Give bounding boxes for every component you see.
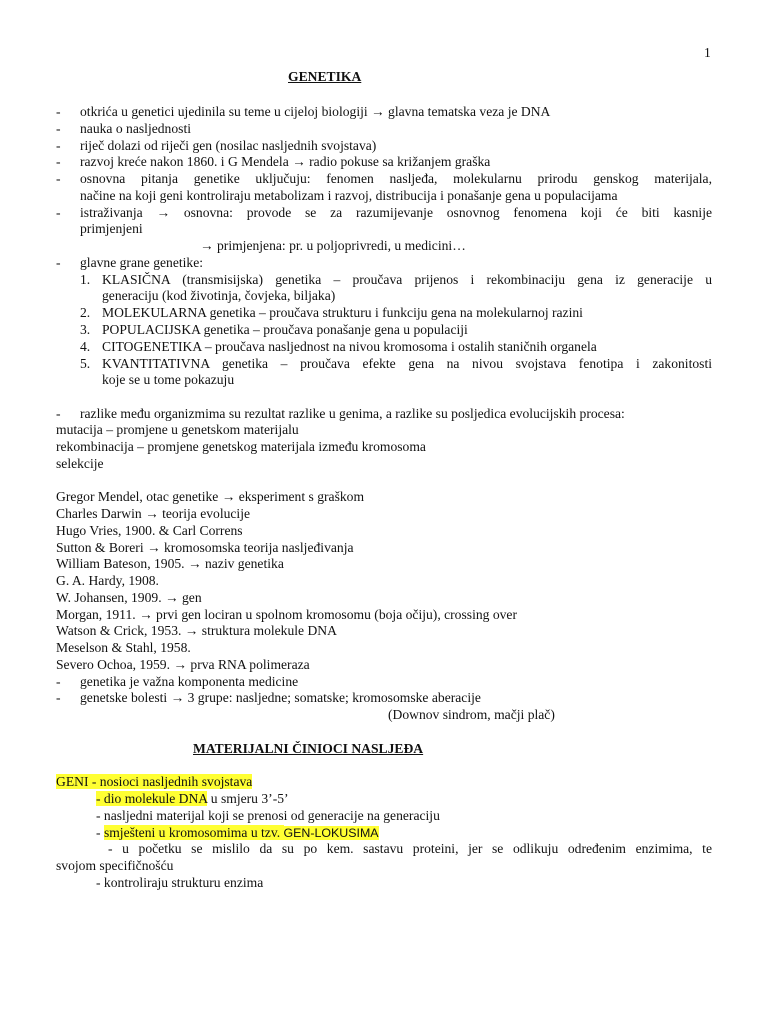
difference-line: razlike među organizmima su rezultat razlike u genima, a razlike su posljedica evolucijskih procesa: [80,406,625,421]
history-line: Severo Ochoa, 1959. → prva RNA polimeraza [56,657,310,672]
intro-line: primjenjeni [80,221,143,236]
geni-dash: - [96,825,104,840]
history-line: Gregor Mendel, otac genetike → eksperiment s graškom [56,489,365,504]
intro-line: osnovna pitanja genetike uključuju: fenomen nasljeđa, molekularnu prirodu genskog materijala, [80,171,712,186]
list-number: 3. [80,322,91,337]
intro-line: nauka o nasljednosti [80,121,191,136]
branch-line: KLASIČNA (transmisijska) genetika – proučava prijenos i rekombinaciju gena iz generacije u [102,272,712,287]
branch-line: MOLEKULARNA genetika – proučava strukturu i funkciju gena na molekularnoj razini [102,305,583,320]
list-number: 1. [80,272,91,287]
page-title: GENETIKA [288,69,362,84]
bullet-dash: - [56,406,61,421]
intro-line: glavne grane genetike: [80,255,204,270]
history-line: Hugo Vries, 1900. & Carl Correns [56,523,243,538]
bullet-dash: - [56,690,61,705]
bullet-dash: - [56,154,61,169]
history-line: Charles Darwin → teorija evolucije [56,506,251,521]
difference-line: mutacija – promjene u genetskom materijalu [56,422,299,437]
bullet-dash: - [56,255,61,270]
difference-line: selekcije [56,456,104,471]
list-number: 5. [80,356,91,371]
history-line: G. A. Hardy, 1908. [56,573,159,588]
geni-line-2 [96,791,289,807]
geni-line-7: - kontroliraju strukturu enzima [96,875,264,890]
list-number: 4. [80,339,91,354]
intro-line: otkrića u genetici ujedinila su teme u cijeloj biologiji → glavna tematska veza je DNA [80,104,551,119]
intro-line: → primjenjena: pr. u poljoprivredi, u medicini… [200,238,466,253]
geni-line-1 [56,774,252,790]
history-line: Watson & Crick, 1953. → struktura molekule DNA [56,623,337,638]
history-line: Sutton & Boreri → kromosomska teorija nasljeđivanja [56,540,354,555]
bullet-dash: - [56,171,61,186]
geni-location: smješteni u kromosomima u tzv. [103,825,284,840]
intro-line: istraživanja → osnovna: provode se za razumijevanje osnovnog fenomena koji će biti kasnije [80,205,712,220]
history-line: W. Johansen, 1909. → gen [56,590,202,605]
bullet-dash: - [56,138,61,153]
history-line: Meselson & Stahl, 1958. [56,640,191,655]
geni-line-3: - nasljedni materijal koji se prenosi od generacije na generaciju [96,808,440,823]
geni-lead: GENI [56,774,89,789]
history-line: (Downov sindrom, mačji plač) [388,707,555,722]
bullet-dash: - [56,674,61,689]
branch-line: generaciju (kod životinja, čovjeka, biljaka) [102,288,336,303]
branch-line: koje se u tome pokazuju [102,372,235,387]
geni-line-6: svojom specifičnošću [56,858,174,873]
history-line: genetika je važna komponenta medicine [80,674,299,689]
branch-line: POPULACIJSKA genetika – proučava ponašanje gena u populaciji [102,322,468,337]
history-line: William Bateson, 1905. → naziv genetika [56,556,284,571]
section-title: MATERIJALNI ČINIOCI NASLJEĐA [193,741,424,756]
intro-line: riječ dolazi od riječi gen (nosilac nasljednih svojstava) [80,138,377,153]
geni-def: - nosioci nasljednih svojstava [88,774,253,789]
page-number: 1 [704,45,711,60]
list-number: 2. [80,305,91,320]
difference-line: rekombinacija – promjene genetskog materijala između kromosoma [56,439,426,454]
bullet-dash: - [56,121,61,136]
geni-dna: - dio molekule DNA [96,791,208,806]
geni-line-5: - u početku se mislilo da su po kem. sastavu proteini, jer se odlikuju određenim enzimima, te [108,841,712,856]
history-line: Morgan, 1911. → prvi gen lociran u spolnom kromosomu (boja očiju), crossing over [56,607,517,622]
bullet-dash: - [56,205,61,220]
history-line: genetske bolesti → 3 grupe: nasljedne; somatske; kromosomske aberacije [80,690,481,705]
branch-line: KVANTITATIVNA genetika – proučava efekte gena na nivou svojstava fenotipa i zakonitosti [102,356,712,371]
geni-direction: u smjeru 3’-5’ [207,791,289,806]
intro-line: načine na koji geni kontroliraju metabolizam i razvoj, distribucija i ponašanje gena u populacijama [80,188,618,203]
geni-line-4 [96,825,379,841]
intro-line: razvoj kreće nakon 1860. i G Mendela → radio pokuse sa križanjem graška [80,154,491,169]
branch-line: CITOGENETIKA – proučava nasljednost na nivou kromosoma i ostalih staničnih organela [102,339,597,354]
bullet-dash: - [56,104,61,119]
geni-lokus: GEN-LOKUSIMA [283,826,379,840]
